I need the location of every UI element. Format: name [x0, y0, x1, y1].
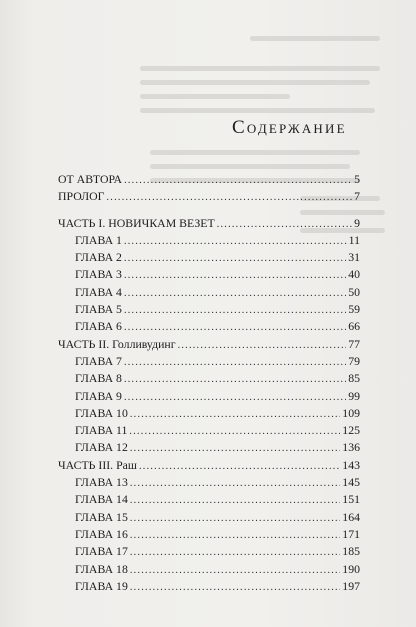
- dot-leader: [124, 371, 346, 388]
- dot-leader: [124, 233, 347, 250]
- toc-entry-label: ГЛАВА 14: [75, 492, 128, 507]
- toc-entry-label: ГЛАВА 4: [75, 284, 122, 299]
- dot-leader: [130, 492, 340, 509]
- toc-chapter-entry: [58, 526, 360, 543]
- toc-chapter-entry: [58, 509, 360, 526]
- toc-page-number: 50: [348, 284, 360, 299]
- dot-leader: [124, 250, 346, 267]
- toc-page-number: 136: [342, 440, 360, 455]
- toc-entry-label: ГЛАВА 19: [75, 578, 128, 593]
- toc-chapter-entry: [58, 232, 360, 249]
- dot-leader: [130, 475, 340, 492]
- toc-chapter-entry: [58, 405, 360, 422]
- dot-leader: [124, 285, 346, 302]
- toc-page-number: 77: [348, 336, 360, 351]
- toc-entry-label: ГЛАВА 10: [75, 405, 128, 420]
- toc-chapter-entry: [58, 543, 360, 560]
- dot-leader: [124, 319, 346, 336]
- toc-chapter-entry: [58, 388, 360, 405]
- toc-page-number: 143: [342, 457, 360, 472]
- toc-entry-label: ГЛАВА 11: [75, 423, 128, 438]
- dot-leader: [130, 406, 340, 423]
- toc-entry-label: ГЛАВА 1: [75, 232, 122, 247]
- toc-page-number: 31: [348, 250, 360, 265]
- toc-entry-label: ЧАСТЬ III. Раш: [58, 457, 137, 472]
- toc-entry-label: ГЛАВА 7: [75, 353, 122, 368]
- toc-page-number: 125: [342, 423, 360, 438]
- dot-leader: [124, 267, 346, 284]
- toc-entry-label: ГЛАВА 16: [75, 526, 128, 541]
- dot-leader: [139, 458, 340, 475]
- dot-leader: [130, 544, 340, 561]
- toc-section-entry: [58, 188, 360, 205]
- toc-entry-label: ГЛАВА 2: [75, 250, 122, 265]
- toc-page-number: 164: [342, 509, 360, 524]
- dot-leader: [129, 423, 340, 440]
- toc-page-number: 109: [342, 405, 360, 420]
- toc-entry-label: ГЛАВА 5: [75, 302, 122, 317]
- toc-entry-label: ГЛАВА 12: [75, 440, 128, 455]
- toc-section-entry: [58, 457, 360, 474]
- toc-chapter-entry: [58, 266, 360, 283]
- dot-leader: [107, 189, 353, 206]
- toc-page-number: 7: [354, 189, 360, 204]
- toc-chapter-entry: [58, 474, 360, 491]
- toc-entry-label: ПРОЛОГ: [58, 189, 105, 204]
- toc-entry-label: ГЛАВА 3: [75, 267, 122, 282]
- dot-leader: [130, 579, 340, 596]
- table-of-contents: [58, 171, 360, 595]
- toc-section-entry: [58, 215, 360, 232]
- toc-entry-label: ГЛАВА 8: [75, 371, 122, 386]
- dot-leader: [130, 562, 340, 579]
- toc-section-entry: [58, 336, 360, 353]
- toc-page-number: 99: [348, 388, 360, 403]
- toc-entry-label: ЧАСТЬ I. НОВИЧКАМ ВЕЗЕТ: [58, 215, 215, 230]
- toc-section-entry: [58, 171, 360, 188]
- toc-page-number: 9: [354, 215, 360, 230]
- dot-leader: [178, 337, 347, 354]
- toc-page-number: 40: [348, 267, 360, 282]
- toc-chapter-entry: [58, 301, 360, 318]
- page-title: Содержание: [232, 117, 347, 138]
- toc-entry-label: ОТ АВТОРА: [58, 172, 123, 186]
- toc-page-number: 171: [342, 526, 360, 541]
- toc-page-number: 85: [348, 371, 360, 386]
- toc-chapter-entry: [58, 439, 360, 456]
- dot-leader: [124, 354, 346, 371]
- toc-chapter-entry: [58, 578, 360, 595]
- dot-leader: [124, 389, 346, 406]
- toc-entry-label: ЧАСТЬ II. Голливудинг: [58, 336, 176, 351]
- dot-leader: [130, 440, 340, 457]
- toc-chapter-entry: [58, 370, 360, 387]
- toc-entry-label: ГЛАВА 6: [75, 319, 122, 334]
- toc-chapter-entry: [58, 422, 360, 439]
- toc-chapter-entry: [58, 249, 360, 266]
- toc-page-number: 66: [348, 319, 360, 334]
- toc-chapter-entry: [58, 284, 360, 301]
- toc-page-number: 11: [348, 232, 360, 247]
- toc-page-number: 190: [342, 561, 360, 576]
- toc-chapter-entry: [58, 318, 360, 335]
- toc-page-number: 151: [342, 492, 360, 507]
- toc-page-number: 79: [348, 353, 360, 368]
- toc-entry-label: ГЛАВА 18: [75, 561, 128, 576]
- toc-page-number: 185: [342, 544, 360, 559]
- dot-leader: [124, 172, 352, 189]
- dot-leader: [124, 302, 346, 319]
- toc-entry-label: ГЛАВА 15: [75, 509, 128, 524]
- dot-leader: [130, 527, 340, 544]
- toc-chapter-entry: [58, 491, 360, 508]
- toc-page-number: 145: [342, 475, 360, 490]
- toc-entry-label: ГЛАВА 17: [75, 544, 128, 559]
- dot-leader: [217, 216, 352, 233]
- toc-page-number: 5: [354, 172, 360, 186]
- toc-page-number: 197: [342, 578, 360, 593]
- toc-chapter-entry: [58, 353, 360, 370]
- toc-entry-label: ГЛАВА 9: [75, 388, 122, 403]
- dot-leader: [130, 510, 340, 527]
- toc-chapter-entry: [58, 561, 360, 578]
- toc-entry-label: ГЛАВА 13: [75, 475, 128, 490]
- toc-page-number: 59: [348, 302, 360, 317]
